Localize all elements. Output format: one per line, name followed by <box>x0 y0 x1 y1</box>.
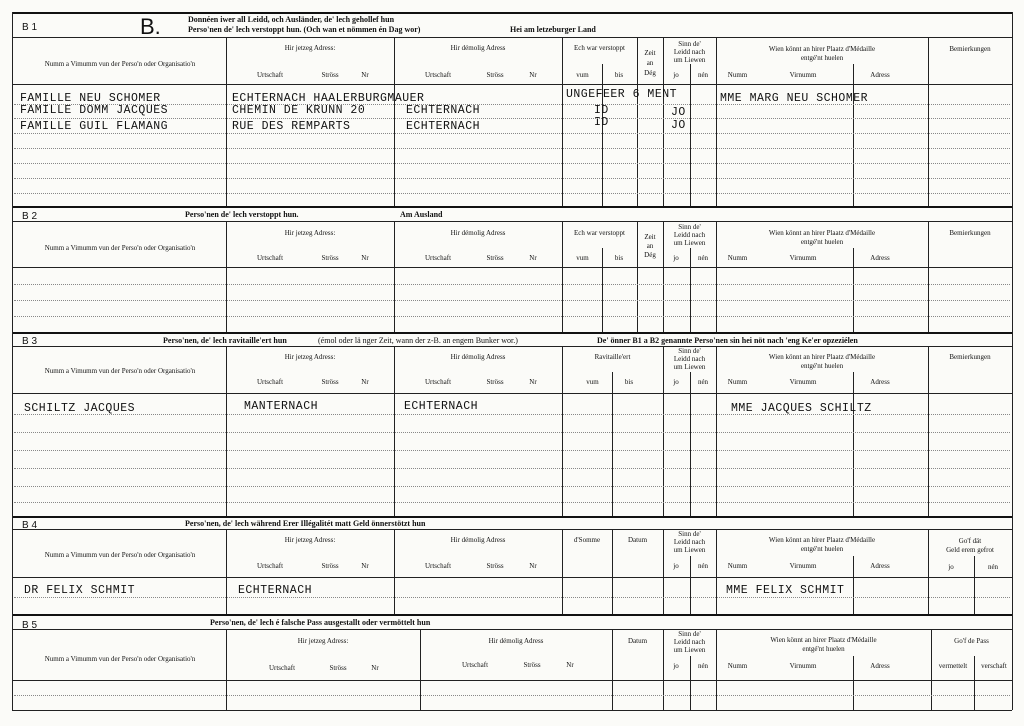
b4-alive-header-3: um Liewen <box>673 546 706 554</box>
b1-entry-name: FAMILLE GUIL FLAMANG <box>20 120 169 133</box>
b3-current-addr-header: Hir jetzeg Adress: <box>284 353 336 361</box>
b1-row-line <box>14 148 1010 149</box>
b1-time-header-3: Dég <box>644 69 656 77</box>
b3-header-top-rule <box>12 346 1012 347</box>
b4-yes-header: jo <box>948 563 954 571</box>
b3-street-header: Ströss <box>486 378 504 386</box>
b2-nr-header: Nr <box>361 254 369 262</box>
b5-subcol-divider <box>690 656 691 710</box>
b1-title-right: Hei am letzeburger Land <box>510 25 596 34</box>
b1-entry-former-addr: ECHTERNACH <box>406 120 481 133</box>
b5-medal-name-header: Numm <box>727 662 748 670</box>
b4-money-back-header-2: Geld erem gefrot <box>946 546 994 554</box>
b1-time-header-2: an <box>646 59 654 67</box>
b2-medal-header-1: Wien könnt an hirer Plaatz d'Médaille <box>768 229 876 237</box>
b1-entry-medal: MME MARG NEU SCHOMER <box>720 92 869 105</box>
b4-former-addr-header: Hir démolig Adress <box>450 536 506 544</box>
b5-current-addr-header: Hir jetzeg Adress: <box>297 637 349 645</box>
b3-col-divider <box>394 346 395 516</box>
b1-time-header-1: Zeit <box>644 49 656 57</box>
b4-subcol-divider <box>853 556 854 614</box>
b1-medal-addr-header: Adress <box>870 71 890 79</box>
b1-row-line <box>14 118 1010 119</box>
b3-name-header: Numm a Vimumm vun der Perso'n oder Organisatio'n <box>44 367 196 375</box>
b2-alive-header-2: Leidd nach <box>673 231 706 239</box>
b3-row-line <box>14 502 1010 503</box>
b3-entry-medal: MME JACQUES SCHILTZ <box>731 402 872 415</box>
b1-street-header: Ströss <box>321 71 339 79</box>
b5-right-border <box>1012 614 1013 710</box>
b1-entry-former-addr: ECHTERNACH <box>406 104 481 117</box>
b2-code: B 2 <box>22 211 38 222</box>
b5-row-line <box>14 695 1010 696</box>
b2-hidden-header: Ech war verstoppt <box>574 229 625 237</box>
b1-medal-firstname-header: Virnumm <box>789 71 817 79</box>
b3-town-header: Urtschaft <box>424 378 452 386</box>
b3-alive-header-2: Leidd nach <box>673 355 706 363</box>
b3-town-header: Urtschaft <box>256 378 284 386</box>
b2-nr-header: Nr <box>529 254 537 262</box>
b3-from-header: vum <box>586 378 599 386</box>
b5-medal-addr-header: Adress <box>870 662 890 670</box>
b3-row-line <box>14 432 1010 433</box>
b1-yes-header: jo <box>673 71 679 79</box>
b3-alive-header-1: Sinn de' <box>678 347 701 355</box>
b3-code: B 3 <box>22 336 38 347</box>
b4-alive-header-1: Sinn de' <box>678 530 701 538</box>
b3-nr-header: Nr <box>361 378 369 386</box>
b1-col-divider <box>716 37 717 206</box>
b4-date-header: Datum <box>627 536 648 544</box>
b4-no-header: nén <box>987 563 999 571</box>
b4-street-header: Ströss <box>486 562 504 570</box>
b1-col-divider <box>226 37 227 206</box>
b5-pass-back-header: Go'f de Pass <box>954 637 989 645</box>
b2-current-addr-header: Hir jetzeg Adress: <box>284 229 336 237</box>
b1-subcol-divider <box>690 64 691 206</box>
b2-title: Perso'nen de' lech verstoppt hun. <box>185 210 299 219</box>
b1-row-line <box>14 163 1010 164</box>
b3-street-header: Ströss <box>321 378 339 386</box>
b3-col-divider <box>226 346 227 516</box>
b2-medal-firstname-header: Virnumm <box>789 254 817 262</box>
b3-header-bottom-rule <box>12 393 1012 394</box>
b1-entry-alive: JO <box>671 119 686 132</box>
b3-title-right: De' önner B1 a B2 genannte Perso'nen sin hei nöt nach 'eng Ke'er opzeziélen <box>597 336 858 345</box>
b5-medal-header-2: entgé'nt huelen <box>802 645 845 653</box>
b2-subcol-divider <box>602 248 603 332</box>
b4-current-addr-header: Hir jetzeg Adress: <box>284 536 336 544</box>
b1-nr-header: Nr <box>361 71 369 79</box>
b3-row-line <box>14 414 1010 415</box>
b2-yes-header: jo <box>673 254 679 262</box>
b1-row-line <box>14 193 1010 194</box>
b1-col-divider <box>928 37 929 206</box>
b2-time-header-3: Dég <box>644 251 656 259</box>
b2-to-header: bis <box>614 254 624 262</box>
b2-medal-header-2: entgé'nt huelen <box>800 238 844 246</box>
b1-entry-alive: JO <box>671 106 686 119</box>
b1-title-line2: Perso'nen de' lech verstoppt hun. (Och wan et nömmen én Dag wor) <box>188 25 421 34</box>
b1-town-header: Urtschaft <box>256 71 284 79</box>
b1-entry-current-addr: ECHTERNACH HAALERBURGMAUER <box>232 92 425 105</box>
b3-col-divider <box>562 346 563 516</box>
b1-letter: B. <box>140 14 161 39</box>
b4-town-header: Urtschaft <box>424 562 452 570</box>
b4-medal-firstname-header: Virnumm <box>789 562 817 570</box>
b2-street-header: Ströss <box>486 254 504 262</box>
b1-nr-header: Nr <box>529 71 537 79</box>
b4-row-line <box>14 597 1010 598</box>
b2-name-header: Numm a Vimumm vun der Perso'n oder Organisatio'n <box>44 244 196 252</box>
b4-header-top-rule <box>12 529 1012 530</box>
b1-current-addr-header: Hir jetzeg Adress: <box>284 44 336 52</box>
b5-alive-header-3: um Liewen <box>673 646 706 654</box>
b1-no-header: nén <box>697 71 709 79</box>
b4-street-header: Ströss <box>321 562 339 570</box>
b5-town-header: Urtschaft <box>461 661 489 669</box>
b3-row-line <box>14 450 1010 451</box>
b2-town-header: Urtschaft <box>424 254 452 262</box>
b4-top-rule <box>12 516 1012 518</box>
b2-from-header: vum <box>576 254 589 262</box>
b1-col-divider <box>394 37 395 206</box>
b2-medal-addr-header: Adress <box>870 254 890 262</box>
b3-top-rule <box>12 332 1012 334</box>
b3-row-line <box>14 486 1010 487</box>
b2-row-line <box>14 316 1010 317</box>
b3-alive-header-3: um Liewen <box>673 363 706 371</box>
b4-title: Perso'nen, de' lech während Erer Illégalitét matt Geld önnerstötzt hun <box>185 519 426 528</box>
b3-entry-name: SCHILTZ JACQUES <box>24 402 136 415</box>
b1-from-header: vum <box>576 71 589 79</box>
b3-nr-header: Nr <box>529 378 537 386</box>
b4-medal-addr-header: Adress <box>870 562 890 570</box>
b3-medal-header-2: entgé'nt huelen <box>800 362 844 370</box>
b3-supplied-header: Ravitaille'ert <box>594 353 631 361</box>
b1-code: B 1 <box>22 22 38 33</box>
b4-code: B 4 <box>22 520 38 531</box>
b3-title: Perso'nen, de' lech ravitaille'ert hun <box>163 336 287 345</box>
b1-medal-header-2: entgé'nt huelen <box>800 54 844 62</box>
b1-left-border <box>12 12 13 206</box>
b5-code: B 5 <box>22 620 38 631</box>
b3-no-header: nén <box>697 378 709 386</box>
b5-handed-header: vermettelt <box>938 662 968 670</box>
b5-alive-header-2: Leidd nach <box>673 638 706 646</box>
b1-header-bottom-rule <box>12 84 1012 85</box>
b3-remarks-header: Bemierkungen <box>949 353 991 361</box>
b5-medal-header-1: Wien könnt an hirer Plaatz d'Médaille <box>770 636 877 644</box>
b5-street-header: Ströss <box>523 661 541 669</box>
b4-nr-header: Nr <box>361 562 369 570</box>
b2-town-header: Urtschaft <box>256 254 284 262</box>
b1-name-header: Numm a Vimumm vun der Perso'n oder Organisatio'n <box>44 60 196 68</box>
b1-street-header: Ströss <box>486 71 504 79</box>
b1-title-line1: Donnéen iwer all Leidd, och Ausländer, de' lech gehollef hun <box>188 15 395 24</box>
b5-bottom-rule <box>12 710 1012 711</box>
b1-entry-name: FAMILLE DOMM JACQUES <box>20 104 169 117</box>
b3-entry-former-addr: ECHTERNACH <box>404 400 479 413</box>
b2-right-border <box>1012 206 1013 332</box>
b3-row-line <box>14 468 1010 469</box>
b5-nr-header: Nr <box>371 664 379 672</box>
b1-entry-hidden: ID <box>594 116 609 129</box>
b5-no-header: nén <box>697 662 709 670</box>
b5-yes-header: jo <box>673 662 679 670</box>
b1-town-header: Urtschaft <box>424 71 452 79</box>
b3-col-divider <box>928 346 929 516</box>
b2-remarks-header: Bemierkungen <box>949 229 991 237</box>
b4-sum-header: d'Somme <box>573 536 601 544</box>
b2-header-top-rule <box>12 221 1012 222</box>
b4-subcol-divider <box>690 556 691 614</box>
b5-header-bottom-rule <box>12 680 1012 681</box>
b1-former-addr-header: Hir démolig Adress <box>450 44 506 52</box>
b4-no-header: nén <box>697 562 709 570</box>
b5-former-addr-header: Hir démolig Adress <box>488 637 544 645</box>
b1-subcol-divider <box>602 64 603 206</box>
b3-entry-current-addr: MANTERNACH <box>244 400 319 413</box>
b3-title-note: (émol oder lä nger Zeit, wann der z-B. an engem Bunker wor.) <box>318 336 518 345</box>
b1-col-divider <box>562 37 563 206</box>
b4-entry-name: DR FELIX SCHMIT <box>24 584 136 597</box>
b2-subcol-divider <box>853 248 854 332</box>
b2-medal-name-header: Numm <box>727 254 748 262</box>
b3-col-divider <box>716 346 717 516</box>
b4-medal-name-header: Numm <box>727 562 748 570</box>
b2-alive-header-3: um Liewen <box>673 239 706 247</box>
b4-name-header: Numm a Vimumm vun der Perso'n oder Organisatio'n <box>44 551 196 559</box>
b1-medal-header-1: Wien könnt an hirer Plaatz d'Médaille <box>768 45 876 53</box>
b1-row-line <box>14 133 1010 134</box>
b5-issued-header: verschaft <box>981 662 1007 670</box>
b1-entry-name: FAMILLE NEU SCHOMER <box>20 92 161 105</box>
b3-to-header: bis <box>624 378 634 386</box>
b2-alive-header-1: Sinn de' <box>678 223 701 231</box>
b1-entry-current-addr: CHEMIN DE KRUNN 20 <box>232 104 366 117</box>
b2-time-header-2: an <box>646 242 654 250</box>
b4-nr-header: Nr <box>529 562 537 570</box>
b2-street-header: Ströss <box>321 254 339 262</box>
b3-yes-header: jo <box>673 378 679 386</box>
b1-remarks-header: Bemierkungen <box>949 45 991 53</box>
b1-alive-header-3: um Liewen <box>673 56 706 64</box>
b1-medal-name-header: Numm <box>727 71 748 79</box>
b2-title-right: Am Ausland <box>400 210 443 219</box>
b1-alive-header-1: Sinn de' <box>678 40 701 48</box>
b3-col-divider <box>663 346 664 516</box>
b3-right-border <box>1012 332 1013 516</box>
b5-medal-firstname-header: Virnumm <box>789 662 817 670</box>
b2-header-bottom-rule <box>12 267 1012 268</box>
b2-no-header: nén <box>697 254 709 262</box>
b2-subcol-divider <box>690 248 691 332</box>
b2-row-line <box>14 300 1010 301</box>
b2-former-addr-header: Hir démolig Adress <box>450 229 506 237</box>
b4-subcol-divider <box>974 556 975 614</box>
b1-entry-hidden: ID <box>594 104 609 117</box>
b4-yes-header: jo <box>673 562 679 570</box>
b4-town-header: Urtschaft <box>256 562 284 570</box>
b1-right-border <box>1012 12 1013 206</box>
b4-header-bottom-rule <box>12 577 1012 578</box>
b4-alive-header-2: Leidd nach <box>673 538 706 546</box>
b5-subcol-divider <box>853 656 854 710</box>
b2-row-line <box>14 284 1010 285</box>
b5-name-header: Numm a Vimumm vun der Perso'n oder Organisatio'n <box>44 655 196 663</box>
b1-top-rule <box>12 12 1012 14</box>
b4-money-back-header-1: Go'f dät <box>958 537 982 545</box>
b5-left-border <box>12 614 13 710</box>
b3-medal-firstname-header: Virnumm <box>789 378 817 386</box>
b5-street-header: Ströss <box>329 664 347 672</box>
b1-row-line <box>14 104 1010 105</box>
b1-alive-header-2: Leidd nach <box>673 48 706 56</box>
b1-hidden-header: Ech war verstoppt <box>574 44 625 52</box>
b3-former-addr-header: Hir démolig Adress <box>450 353 506 361</box>
b1-entry-hidden: UNGEFEER 6 MENT <box>566 88 678 101</box>
b5-title: Perso'nen, de' lech é falsche Pass ausgestallt oder vermöttelt hun <box>210 618 431 627</box>
b2-time-header-1: Zeit <box>644 233 656 241</box>
b4-entry-medal: MME FELIX SCHMIT <box>726 584 845 597</box>
b4-medal-header-1: Wien könnt an hirer Plaatz d'Médaille <box>768 536 876 544</box>
b1-row-line <box>14 178 1010 179</box>
b5-top-rule <box>12 614 1012 616</box>
b4-entry-current-addr: ECHTERNACH <box>238 584 313 597</box>
b2-left-border <box>12 206 13 332</box>
b4-medal-header-2: entgé'nt huelen <box>800 545 844 553</box>
b4-left-border <box>12 516 13 614</box>
b1-entry-current-addr: RUE DES REMPARTS <box>232 120 351 133</box>
b5-town-header: Urtschaft <box>268 664 296 672</box>
b1-to-header: bis <box>614 71 624 79</box>
b1-header-top-rule <box>12 37 1012 38</box>
b2-top-rule <box>12 206 1012 208</box>
b3-left-border <box>12 332 13 516</box>
b5-date-header: Datum <box>627 637 648 645</box>
b3-medal-addr-header: Adress <box>870 378 890 386</box>
b4-right-border <box>1012 516 1013 614</box>
b5-nr-header: Nr <box>566 661 574 669</box>
b1-subcol-divider <box>853 64 854 206</box>
b3-medal-header-1: Wien könnt an hirer Plaatz d'Médaille <box>768 353 876 361</box>
b5-subcol-divider <box>974 656 975 710</box>
b5-header-top-rule <box>12 629 1012 630</box>
b3-medal-name-header: Numm <box>727 378 748 386</box>
b5-alive-header-1: Sinn de' <box>678 630 701 638</box>
